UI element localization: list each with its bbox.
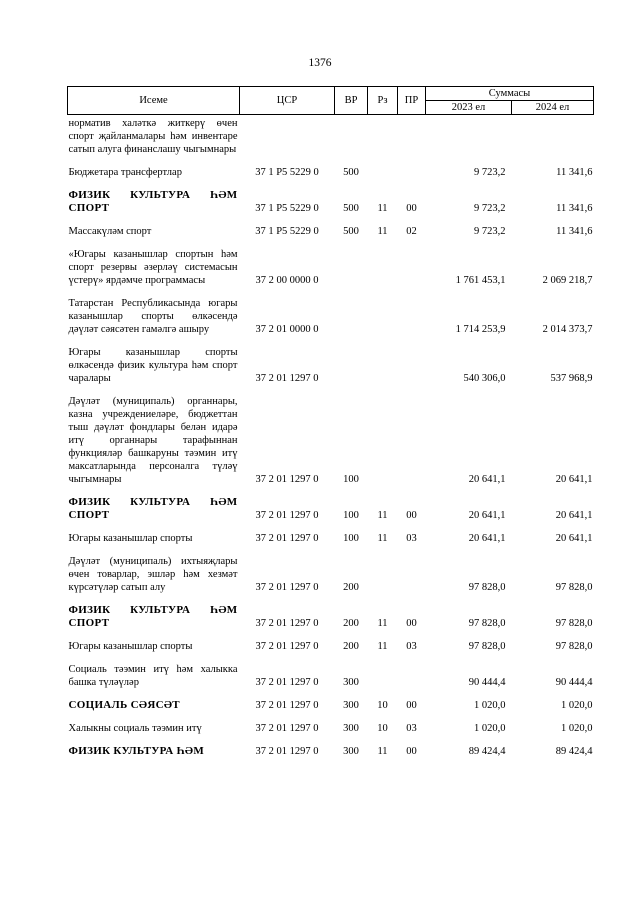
cell-rz <box>368 115 398 161</box>
table-row <box>68 389 594 490</box>
cell-csr: 37 2 01 1297 0 <box>255 746 319 757</box>
cell-pr <box>398 549 426 598</box>
cell-name: Халыкны социаль тәэмин итү <box>68 723 202 734</box>
table-row <box>68 526 594 549</box>
cell-rz: 10 <box>377 700 388 711</box>
header-name: Исеме <box>68 87 240 115</box>
cell-rz: 11 <box>377 203 388 214</box>
table-row <box>68 160 594 183</box>
cell-csr <box>240 115 335 161</box>
table-row <box>68 634 594 657</box>
cell-s1: 89 424,4 <box>468 746 506 757</box>
cell-vr <box>335 115 368 161</box>
cell-s2: 97 828,0 <box>555 582 593 593</box>
cell-s2: 11 341,6 <box>556 203 593 214</box>
cell-s1: 9 723,2 <box>474 203 506 214</box>
cell-pr <box>398 291 426 340</box>
cell-vr: 300 <box>343 746 359 757</box>
table-row <box>68 115 594 161</box>
cell-s2: 1 020,0 <box>561 723 593 734</box>
header-pr: ПР <box>398 87 426 115</box>
table-row <box>68 693 594 716</box>
cell-pr: 00 <box>406 203 417 214</box>
cell-s2: 89 424,4 <box>555 746 593 757</box>
cell-csr: 37 2 01 0000 0 <box>255 324 319 335</box>
cell-vr <box>335 291 368 340</box>
cell-rz <box>368 389 398 490</box>
header-vr: ВР <box>335 87 368 115</box>
cell-pr: 00 <box>406 746 417 757</box>
header-sums: Суммасы <box>426 87 594 101</box>
table-row <box>68 183 594 219</box>
cell-s1: 97 828,0 <box>468 618 506 629</box>
cell-pr <box>398 657 426 693</box>
cell-name: Югары казанышлар спорты өлкәсендә физик культура һәм спорт чаралары <box>68 347 238 384</box>
cell-vr: 300 <box>343 700 359 711</box>
cell-csr: 37 2 01 1297 0 <box>255 723 319 734</box>
table-header <box>68 87 594 115</box>
cell-s1 <box>426 115 512 161</box>
cell-vr: 500 <box>343 226 359 237</box>
table-row <box>68 739 594 762</box>
cell-rz <box>368 340 398 389</box>
cell-vr: 200 <box>343 641 359 652</box>
cell-csr: 37 2 01 1297 0 <box>255 700 319 711</box>
cell-name: ФИЗИК КУЛЬТУРА ҺӘМ <box>68 745 205 757</box>
cell-s2: 2 014 373,7 <box>542 324 593 335</box>
cell-pr <box>398 340 426 389</box>
table-row <box>68 490 594 526</box>
cell-pr <box>398 389 426 490</box>
cell-s2: 11 341,6 <box>556 167 593 178</box>
cell-vr: 100 <box>343 510 359 521</box>
cell-rz: 11 <box>377 226 388 237</box>
cell-pr: 03 <box>406 533 417 544</box>
cell-name: Социаль тәэмин итү һәм халыкка башка түләүләр <box>68 664 238 688</box>
cell-csr: 37 2 01 1297 0 <box>255 677 319 688</box>
cell-csr: 37 1 Р5 5229 0 <box>255 203 319 214</box>
cell-vr: 200 <box>343 582 359 593</box>
cell-name: Бюджетара трансфертлар <box>68 167 182 178</box>
cell-pr: 00 <box>406 700 417 711</box>
cell-rz: 11 <box>377 641 388 652</box>
cell-vr: 100 <box>343 533 359 544</box>
cell-s1: 97 828,0 <box>468 641 506 652</box>
cell-pr <box>398 242 426 291</box>
cell-rz: 10 <box>377 723 388 734</box>
cell-name: «Югары казанышлар спортын һәм спорт резервы әзерләү системасын үстерү» ярдәмче программасы <box>68 249 238 286</box>
cell-s1: 20 641,1 <box>468 474 506 485</box>
cell-s1: 9 723,2 <box>474 226 506 237</box>
cell-csr: 37 2 01 1297 0 <box>255 641 319 652</box>
cell-vr: 300 <box>343 677 359 688</box>
budget-table <box>67 86 594 762</box>
table-row <box>68 716 594 739</box>
cell-vr: 300 <box>343 723 359 734</box>
cell-vr: 500 <box>343 167 359 178</box>
header-year-2023: 2023 ел <box>426 101 512 115</box>
cell-name: Югары казанышлар спорты <box>68 641 193 652</box>
cell-s1: 9 723,2 <box>474 167 506 178</box>
cell-csr: 37 1 Р5 5229 0 <box>255 226 319 237</box>
cell-s2: 1 020,0 <box>561 700 593 711</box>
cell-s1: 20 641,1 <box>468 533 506 544</box>
cell-csr: 37 2 01 1297 0 <box>255 582 319 593</box>
cell-s1: 20 641,1 <box>468 510 506 521</box>
cell-s2: 20 641,1 <box>555 533 593 544</box>
table-body <box>68 115 594 763</box>
cell-name: ФИЗИК КУЛЬТУРА ҺӘМ СПОРТ <box>68 604 238 629</box>
cell-pr: 00 <box>406 510 417 521</box>
cell-csr: 37 2 01 1297 0 <box>255 510 319 521</box>
cell-s1: 97 828,0 <box>468 582 506 593</box>
cell-name: Татарстан Республикасында югары казанышлар спорты өлкәсендә дәүләт сәясәтен гамәлгә ашыру <box>68 298 238 335</box>
cell-rz <box>368 657 398 693</box>
cell-s1: 90 444,4 <box>468 677 506 688</box>
cell-name: СОЦИАЛЬ СӘЯСӘТ <box>68 699 180 711</box>
cell-csr: 37 2 01 1297 0 <box>255 533 319 544</box>
header-csr: ЦСР <box>240 87 335 115</box>
cell-name: Дәүләт (муниципаль) органнары, казна учреждениеләре, бюджеттан тыш дәүләт фондлары белән идарә итү органнары тарафыннан функцияләр башкаруны тәэмин итү максатларында персоналга түләү чыгымнары <box>68 396 238 485</box>
cell-s2: 20 641,1 <box>555 474 593 485</box>
cell-s2: 2 069 218,7 <box>542 275 593 286</box>
cell-rz: 11 <box>377 618 388 629</box>
header-year-2024: 2024 ел <box>512 101 594 115</box>
cell-s2: 20 641,1 <box>555 510 593 521</box>
cell-vr <box>335 242 368 291</box>
cell-rz: 11 <box>377 510 388 521</box>
table-row <box>68 291 594 340</box>
cell-s2 <box>512 115 594 161</box>
cell-pr: 03 <box>406 723 417 734</box>
cell-pr: 00 <box>406 618 417 629</box>
cell-csr: 37 2 01 1297 0 <box>255 474 319 485</box>
cell-vr: 500 <box>343 203 359 214</box>
cell-s2: 97 828,0 <box>555 618 593 629</box>
cell-rz <box>368 242 398 291</box>
header-rz: Рз <box>368 87 398 115</box>
cell-pr <box>398 160 426 183</box>
cell-s1: 1 714 253,9 <box>455 324 506 335</box>
cell-rz <box>368 160 398 183</box>
cell-s1: 540 306,0 <box>463 373 506 384</box>
table-row <box>68 549 594 598</box>
cell-rz <box>368 291 398 340</box>
cell-s2: 97 828,0 <box>555 641 593 652</box>
cell-s1: 1 020,0 <box>474 723 506 734</box>
cell-csr: 37 2 00 0000 0 <box>255 275 319 286</box>
cell-name: Югары казанышлар спорты <box>68 533 193 544</box>
cell-pr <box>398 115 426 161</box>
cell-csr: 37 2 01 1297 0 <box>255 373 319 384</box>
cell-rz <box>368 549 398 598</box>
cell-s2: 11 341,6 <box>556 226 593 237</box>
cell-s1: 1 020,0 <box>474 700 506 711</box>
cell-name: ФИЗИК КУЛЬТУРА ҺӘМ СПОРТ <box>68 189 238 214</box>
table-row <box>68 340 594 389</box>
cell-s1: 1 761 453,1 <box>455 275 506 286</box>
cell-s2: 90 444,4 <box>555 677 593 688</box>
cell-vr: 100 <box>343 474 359 485</box>
cell-vr: 200 <box>343 618 359 629</box>
cell-name: ФИЗИК КУЛЬТУРА ҺӘМ СПОРТ <box>68 496 238 521</box>
cell-csr: 37 1 Р5 5229 0 <box>255 167 319 178</box>
cell-name: Дәүләт (муниципаль) ихтыяҗлары өчен товарлар, эшләр һәм хезмәт күрсәтүләр сатып алу <box>68 556 238 593</box>
table-row <box>68 598 594 634</box>
cell-pr: 03 <box>406 641 417 652</box>
cell-rz: 11 <box>377 533 388 544</box>
cell-csr: 37 2 01 1297 0 <box>255 618 319 629</box>
table-row <box>68 242 594 291</box>
cell-vr <box>335 340 368 389</box>
page-number: 1376 <box>308 57 332 69</box>
cell-name: норматив халәткә житкерү өчен спорт җайланмалары һәм инвентаре сатып алуга финанслашу чыгымнары <box>68 118 238 155</box>
table-row <box>68 657 594 693</box>
cell-rz: 11 <box>377 746 388 757</box>
cell-name: Массакүләм спорт <box>68 226 152 237</box>
table-row <box>68 219 594 242</box>
cell-s2: 537 968,9 <box>550 373 593 384</box>
cell-pr: 02 <box>406 226 417 237</box>
